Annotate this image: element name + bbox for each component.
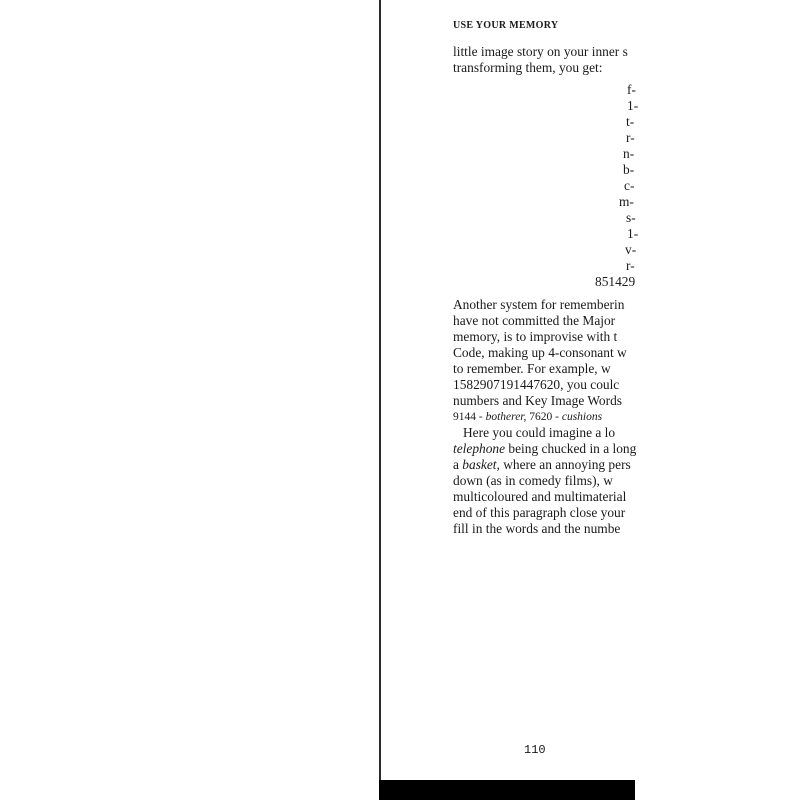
text-line [453, 441, 793, 457]
book-page [381, 0, 639, 780]
text-fragment: being chucked in a long [505, 441, 637, 456]
text-line: have not committed the Major [453, 313, 616, 328]
scan-bottom-border [379, 780, 635, 800]
text-line: Code, making up 4-consonant w [453, 345, 627, 360]
code-item: t- [626, 114, 635, 129]
code-item: c- [624, 178, 635, 193]
page-number: 110 [524, 743, 546, 757]
code-item: v- [625, 242, 637, 257]
code-item: f- [627, 82, 636, 97]
text-line: end of this paragraph close your [453, 505, 626, 520]
text-line: memory, is to improvise with t [453, 329, 618, 344]
code-item: r- [626, 258, 635, 273]
code-item: 1- [627, 98, 639, 113]
code-item: s- [626, 210, 636, 225]
text-line: multicoloured and multimaterial [453, 489, 627, 504]
example-number: 7620 - [526, 411, 562, 423]
text-line: little image story on your inner s [453, 44, 628, 59]
example-line [453, 409, 793, 425]
story-paragraph [453, 425, 793, 537]
code-item: b- [623, 162, 635, 177]
text-line: 1582907191447620, you coulc [453, 377, 620, 392]
example-word: cushions [561, 411, 603, 423]
text-line: Here you could imagine a lo [463, 425, 616, 440]
running-header: USE YOUR MEMORY [453, 20, 559, 31]
text-line: fill in the words and the numbe [453, 521, 621, 536]
major-system-paragraph [453, 297, 793, 425]
code-item: n- [623, 146, 635, 161]
text-line: transforming them, you get: [453, 60, 603, 75]
text-line: Another system for rememberin [453, 297, 625, 312]
text-line: to remember. For example, w [453, 361, 611, 376]
code-item: r- [626, 130, 635, 145]
code-number: 851429 [595, 274, 636, 289]
intro-paragraph [453, 44, 793, 76]
example-number: 9144 - [453, 411, 486, 423]
text-fragment: a [453, 457, 463, 472]
key-word: basket, [462, 457, 500, 472]
code-item: m- [619, 194, 634, 209]
text-line: numbers and Key Image Words [453, 393, 622, 408]
text-line: down (as in comedy films), w [453, 473, 613, 488]
key-word: telephone [453, 441, 506, 456]
left-margin [0, 0, 379, 800]
text-line [453, 457, 793, 473]
code-item: 1- [627, 226, 639, 241]
text-fragment: where an annoying pers [499, 457, 631, 472]
example-word: botherer, [485, 411, 527, 423]
